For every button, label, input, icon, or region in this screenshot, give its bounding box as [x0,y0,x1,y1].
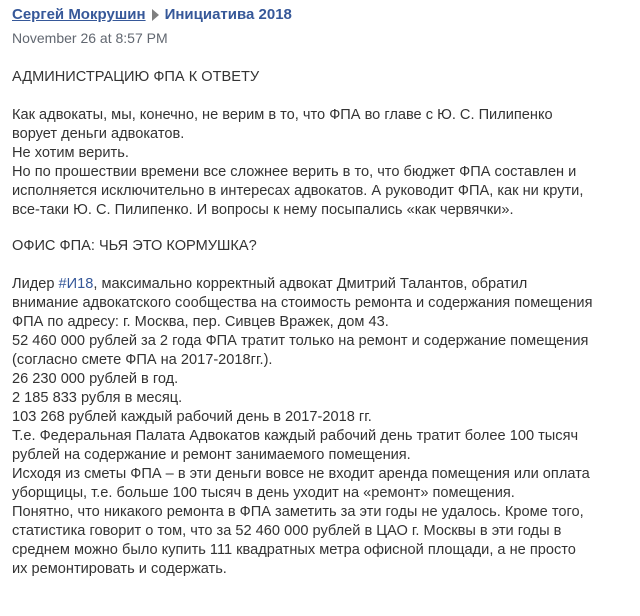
post-heading-admin: АДМИНИСТРАЦИЮ ФПА К ОТВЕТУ [12,69,260,85]
text-line: Понятно, что никакого ремонта в ФПА заметить за эти годы не удалось. Кроме того, [12,504,584,520]
hashtag-link[interactable]: #И18 [58,276,94,292]
text-line: 103 268 рублей каждый рабочий день в 2017-2018 гг. [12,409,372,425]
text-line: 2 185 833 рубля в месяц. [12,390,183,406]
author-link[interactable]: Сергей Мокрушин [12,6,146,23]
text-line: Исходя из сметы ФПА – в эти деньги вовсе не входит аренда помещения или оплата [12,466,590,482]
post-timestamp[interactable]: November 26 at 8:57 PM [12,30,168,46]
text-line: Как адвокаты, мы, конечно, не верим в то, что ФПА во главе с Ю. С. Пилипенко [12,107,553,123]
text-fragment: Лидер [12,276,59,292]
text-line: все-таки Ю. С. Пилипенко. И вопросы к нему посыпались «как червячки». [12,202,514,218]
text-line: уборщицы, т.е. больше 100 тысяч в день уходит на «ремонт» помещения. [12,485,515,501]
text-line: исполняется исключительно в интересах адвокатов. А руководит ФПА, как ни крути, [12,183,584,199]
group-link[interactable]: Инициатива 2018 [164,6,292,23]
text-line: Но по прошествии времени все сложнее верить в то, что бюджет ФПА составлен и [12,164,577,180]
text-line: внимание адвокатского сообщества на стоимость ремонта и содержания помещения [12,295,593,311]
post-body [12,68,628,579]
text-line: Т.е. Федеральная Палата Адвокатов каждый рабочий день тратит более 100 тысяч [12,428,579,444]
post-heading-office: ОФИС ФПА: ЧЬЯ ЭТО КОРМУШКА? [12,238,257,254]
text-line: ФПА по адресу: г. Москва, пер. Сивцев Вражек, дом 43. [12,314,389,330]
text-line: 26 230 000 рублей в год. [12,371,179,387]
text-fragment: , максимально корректный адвокат Дмитрий Талантов, обратил [93,276,528,292]
post-header [12,6,628,24]
text-line: рублей на содержание и ремонт занимаемого помещения. [12,447,411,463]
text-line: их ремонтировать и содержать. [12,561,227,577]
text-line: Не хотим верить. [12,145,129,161]
arrow-right-icon [152,9,159,21]
post-paragraph-details [12,275,628,579]
text-line: среднем можно было купить 111 квадратных метра офисной площади, а не просто [12,542,576,558]
text-line: ворует деньги адвокатов. [12,126,185,142]
text-line: статистика говорит о том, что за 52 460 000 рублей в ЦАО г. Москвы в эти годы в [12,523,562,539]
text-line: (согласно смете ФПА на 2017-2018гг.). [12,352,273,368]
text-line [12,275,628,294]
text-line: 52 460 000 рублей за 2 года ФПА тратит только на ремонт и содержание помещения [12,333,589,349]
post-paragraph-intro [12,106,628,220]
